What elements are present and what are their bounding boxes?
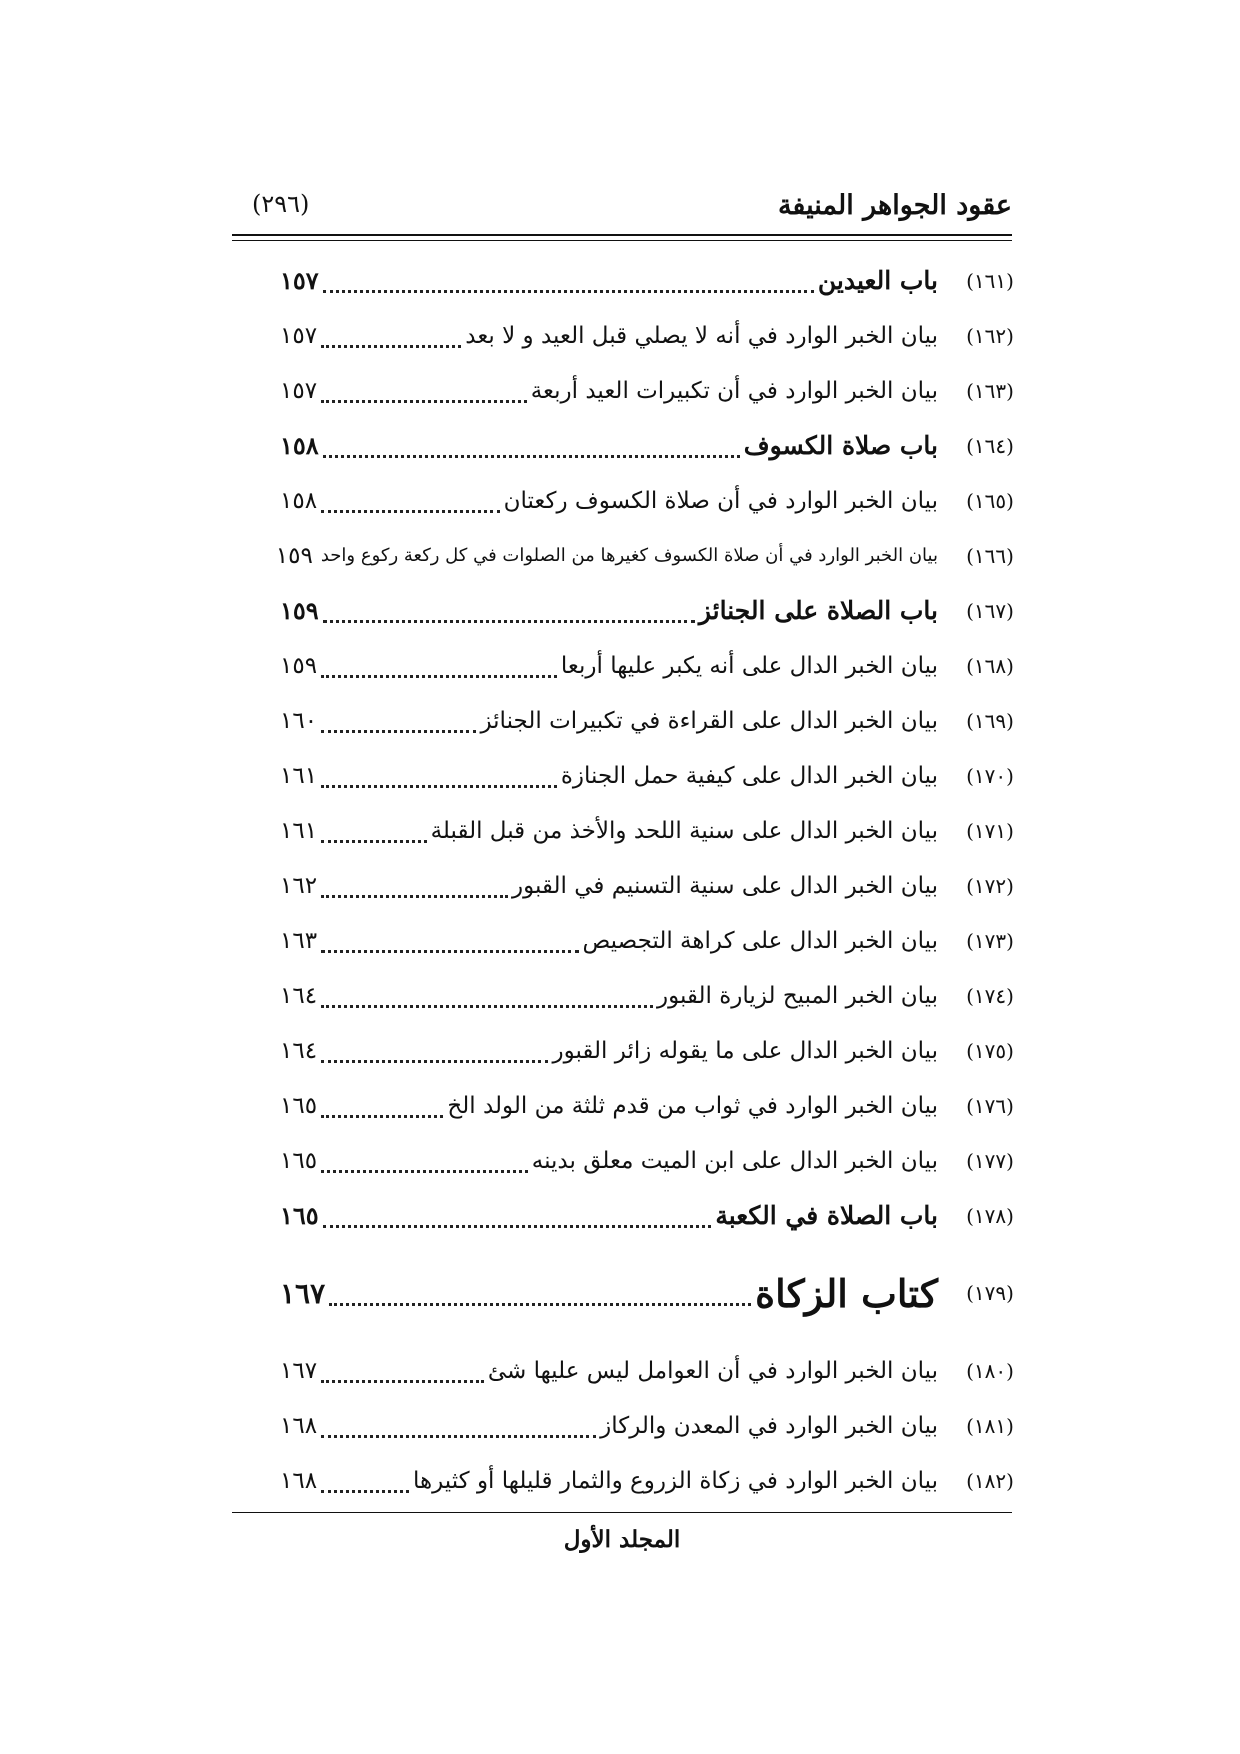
dot-leader [321,883,508,898]
entry-number: (١٨٢) [966,1468,1014,1493]
toc-entry [278,1133,1020,1188]
entry-number: (١٧٩) [966,1281,1014,1305]
entry-number: (١٦٣) [966,378,1014,403]
entry-page: ١٥٧ [280,266,319,295]
entry-title: باب صلاة الكسوف [743,431,938,460]
dot-leader [321,333,461,348]
toc-entry [278,1343,1020,1398]
entry-number: (١٧١) [966,818,1014,843]
entry-title: بيان الخبر الوارد في ثواب من قدم ثلثة من الولد الخ [447,1092,938,1119]
toc-entry [275,528,1020,583]
toc-entry [278,638,1020,693]
dot-leader [321,388,527,403]
footer-rule [232,1512,1012,1513]
entry-page: ١٥٩ [280,596,319,625]
toc-entry [278,748,1020,803]
toc-entry [278,1453,1020,1508]
toc-entry [278,583,1020,638]
toc-entry [278,968,1020,1023]
entry-title: باب العيدين [817,266,938,295]
entry-number: (١٨١) [966,1413,1014,1438]
toc-entry [278,363,1020,418]
toc-entry [278,803,1020,858]
entry-title: بيان الخبر الدال على القراءة في تكبيرات الجنائز [480,707,938,734]
dot-leader [321,993,653,1008]
dot-leader [323,443,740,458]
page-number: (٢٩٦) [252,190,310,218]
entry-number: (١٦١) [966,268,1014,293]
entry-number: (١٧٣) [966,928,1014,953]
entry-page: ١٥٩ [275,542,313,569]
toc-entry [278,693,1020,748]
dot-leader [321,938,578,953]
entry-page: ١٦٤ [280,1037,318,1064]
entry-title: بيان الخبر الدال على ما يقوله زائر القبور [552,1037,938,1064]
entry-page: ١٥٩ [280,652,318,679]
entry-page: ١٦٧ [280,1276,326,1310]
entry-number: (١٧٠) [966,763,1014,788]
entry-number: (١٧٢) [966,873,1014,898]
entry-title: كتاب الزكاة [755,1270,938,1316]
header-rule-thick [232,234,1012,236]
entry-number: (١٦٥) [966,488,1014,513]
dot-leader [321,1368,484,1383]
header-rule-thin [232,240,1012,241]
dot-leader [321,828,427,843]
entry-number: (١٧٦) [966,1093,1014,1118]
dot-leader [321,1158,528,1173]
entry-title: بيان الخبر الدال على أنه يكبر عليها أربعا [560,652,938,679]
entry-page: ١٦٢ [280,872,318,899]
entry-title: بيان الخبر الدال على كراهة التجصيص [582,927,938,954]
entry-title: باب الصلاة في الكعبة [715,1201,938,1230]
toc-entry [278,253,1020,308]
toc-entry [278,1243,1020,1343]
entry-number: (١٦٢) [966,323,1014,348]
entry-number: (١٧٨) [966,1203,1014,1228]
entry-page: ١٦٥ [280,1201,319,1230]
entry-title: بيان الخبر الوارد في أنه لا يصلي قبل العيد و لا بعد [465,322,938,349]
entry-title: بيان الخبر الدال على سنية اللحد والأخذ من قبل القبلة [430,817,938,844]
entry-number: (١٧٤) [966,983,1014,1008]
entry-page: ١٦١ [280,817,318,844]
page-header [232,190,1012,230]
entry-number: (١٨٠) [966,1358,1014,1383]
entry-page: ١٦٤ [280,982,318,1009]
dot-leader [321,718,476,733]
entry-page: ١٥٧ [280,377,318,404]
toc-entry [278,308,1020,363]
entry-page: ١٦٧ [280,1357,318,1384]
entry-page: ١٦٥ [280,1147,318,1174]
entry-page: ١٥٨ [280,487,318,514]
dot-leader [329,1291,751,1306]
entry-title: بيان الخبر الوارد في المعدن والركاز [600,1412,938,1439]
dot-leader [321,1048,548,1063]
book-title: عقود الجواهر المنيفة [777,190,1012,221]
dot-leader [321,1423,596,1438]
entry-number: (١٦٧) [966,598,1014,623]
table-of-contents [275,253,1020,1508]
entry-page: ١٦١ [280,762,318,789]
entry-page: ١٦٨ [280,1467,318,1494]
toc-entry [278,418,1020,473]
dot-leader [323,278,814,293]
entry-title: بيان الخبر الوارد في أن العوامل ليس عليها شئ [487,1357,938,1384]
entry-title: بيان الخبر الوارد في زكاة الزروع والثمار قليلها أو كثيرها [412,1467,938,1494]
dot-leader [321,663,557,678]
entry-page: ١٦٣ [280,927,318,954]
entry-title: بيان الخبر الدال على كيفية حمل الجنازة [560,762,938,789]
entry-number: (١٧٥) [966,1038,1014,1063]
entry-page: ١٦٨ [280,1412,318,1439]
entry-title: بيان الخبر المبيح لزيارة القبور [656,982,938,1009]
toc-entry [278,473,1020,528]
entry-title: بيان الخبر الوارد في أن تكبيرات العيد أربعة [530,377,938,404]
entry-number: (١٦٩) [966,708,1014,733]
toc-entry [278,913,1020,968]
entry-title: بيان الخبر الدال على سنية التسنيم في القبور [511,872,938,899]
entry-title: بيان الخبر الوارد في أن صلاة الكسوف كغيرها من الصلوات في كل ركعة ركوع واحد [320,545,938,566]
toc-entry [278,1398,1020,1453]
entry-page: ١٥٧ [280,322,318,349]
toc-entry [278,858,1020,913]
volume-label: المجلد الأول [563,1526,681,1553]
dot-leader [321,1103,443,1118]
dot-leader [323,1213,712,1228]
entry-title: بيان الخبر الدال على ابن الميت معلق بدينه [531,1147,938,1174]
dot-leader [321,1478,409,1493]
dot-leader [321,773,557,788]
entry-number: (١٦٤) [966,433,1014,458]
entry-title: بيان الخبر الوارد في أن صلاة الكسوف ركعتان [503,487,938,514]
dot-leader [323,608,695,623]
entry-number: (١٧٧) [966,1148,1014,1173]
toc-entry [278,1023,1020,1078]
entry-page: ١٥٨ [280,431,319,460]
entry-number: (١٦٦) [966,543,1014,568]
entry-number: (١٦٨) [966,653,1014,678]
toc-entry [278,1188,1020,1243]
toc-entry [278,1078,1020,1133]
entry-page: ١٦٠ [280,707,318,734]
entry-title: باب الصلاة على الجنائز [698,596,938,625]
dot-leader [321,498,500,513]
entry-page: ١٦٥ [280,1092,318,1119]
